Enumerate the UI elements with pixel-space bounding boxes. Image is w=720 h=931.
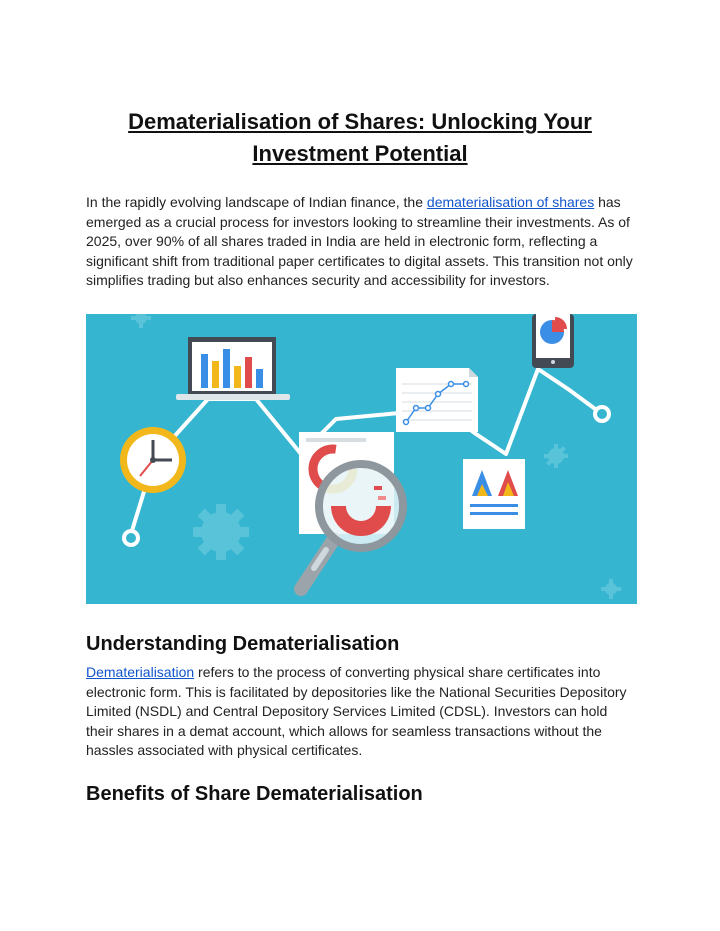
connector-node [595,407,609,421]
gear-icon [544,444,568,468]
section-heading-benefits: Benefits of Share Dematerialisation [86,783,423,805]
intro-paragraph [86,193,638,291]
phone-pie-chart-icon [532,314,574,368]
intro-text-after-link: has emerged as a crucial process for investors looking to streamline their investments. As of 2025, over 90% of all shares traded in India are held in electronic form, reflecting a significant shift from traditional paper certificates to digital assets. This transition not only simplifies trading but also enhances security and accessibility for investors. [86,194,633,289]
gear-icon [601,579,621,599]
dematerialisation-of-shares-link[interactable]: dematerialisation of shares [426,194,595,210]
gear-icon [131,314,151,328]
triangle-chart-document-icon [463,459,525,529]
connector-node [124,531,138,545]
gear-icon [193,504,249,560]
understanding-text: refers to the process of converting physical share certificates into electronic form. This is facilitated by depositories like the National Securities Depository Limited (NSDL) and Central Depository Services Limited (CDSL). Investors can hold their shares in a demat account, which allows for seamless transactions without the hassles associated with physical certificates. [86,664,627,759]
laptop-bar-chart-icon [176,337,290,400]
section-heading-understanding: Understanding Dematerialisation [86,633,400,655]
hero-illustration [86,314,637,604]
page-title: Dematerialisation of Shares: Unlocking Your Investment Potential [128,109,592,166]
intro-text-before-link: In the rapidly evolving landscape of Indian finance, the [86,194,427,210]
line-chart-document-icon [396,368,478,432]
clock-icon [120,427,186,493]
understanding-paragraph [86,663,638,761]
dematerialisation-link[interactable]: Dematerialisation [86,664,195,680]
